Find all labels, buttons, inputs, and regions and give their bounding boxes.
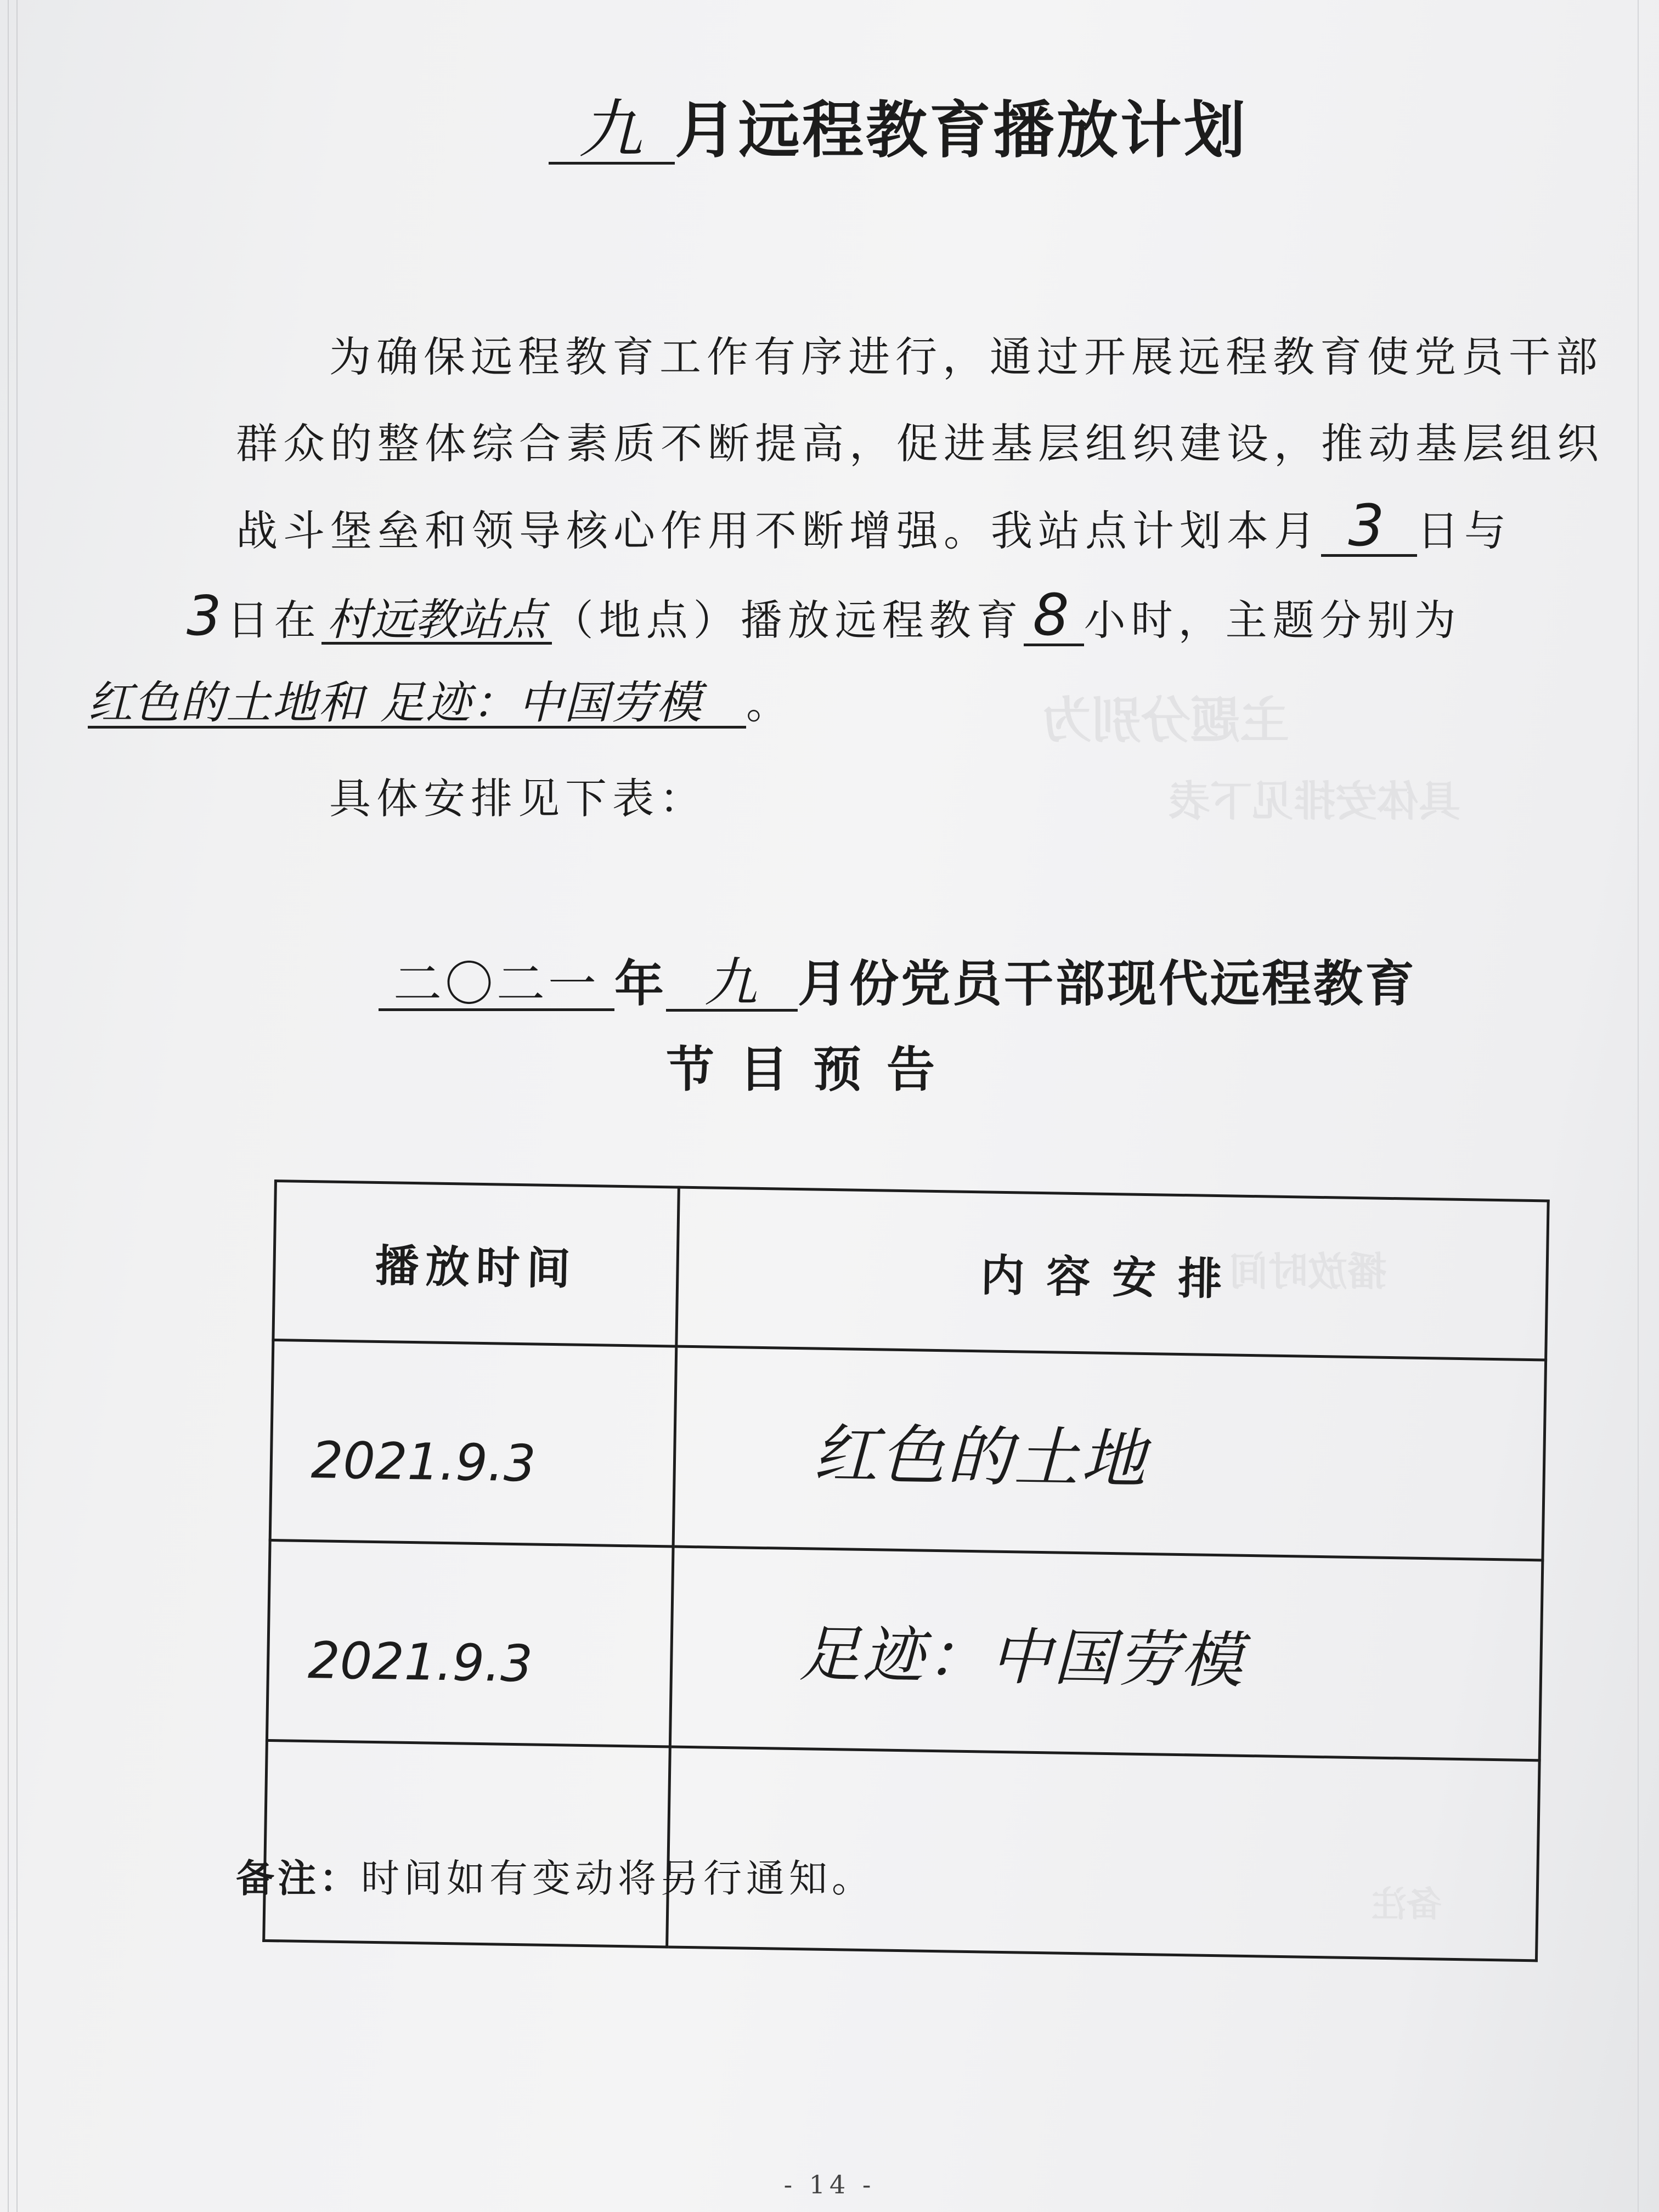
page-edge-left xyxy=(8,0,9,2212)
intro-line-1: 为确保远程教育工作有序进行，通过开展远程教育使党员干部 xyxy=(329,332,1603,381)
notice-month-fill: 九 xyxy=(666,956,798,1012)
hours-fill: 8 xyxy=(1024,586,1084,646)
intro-line-4: 3日在 村远教站点 （地点）播放远程教育 8 小时，主题分别为 xyxy=(187,582,1462,648)
footnote xyxy=(236,1848,874,1903)
row-3-time xyxy=(264,1740,670,1947)
intro-line-5: 红色的土地和 足迹：中国劳模 。 xyxy=(88,677,793,729)
note-label: 备注： xyxy=(236,1856,361,1901)
document-title xyxy=(549,81,1248,170)
page-number: - 14 - xyxy=(783,2170,876,2199)
day-fill: 3 xyxy=(1321,497,1417,557)
topics-fill: 红色的土地和 足迹：中国劳模 xyxy=(88,681,746,729)
page-edge-right xyxy=(1638,0,1639,2212)
row-1-content: 红色的土地 xyxy=(673,1346,1546,1560)
row-2-time: 2021.9.3 xyxy=(267,1540,673,1746)
note-text: 时间如有变动将另行通知。 xyxy=(361,1856,874,1901)
table-row xyxy=(267,1540,1542,1760)
location-fill: 村远教站点 xyxy=(321,598,552,645)
row-2-content: 足迹：中国劳模 xyxy=(670,1547,1543,1760)
schedule-intro: 具体安排见下表： xyxy=(329,774,707,823)
row-1-time: 2021.9.3 xyxy=(270,1340,676,1547)
schedule-table xyxy=(262,1180,1550,1962)
table-header-row xyxy=(273,1181,1548,1360)
program-notice-subtitle: 节目预告 xyxy=(665,1041,960,1098)
bleed-through-text: 备注 xyxy=(1372,1884,1442,1925)
intro-line-3: 战斗堡垒和领导核心作用不断增强。我站点计划本月 3 日与 xyxy=(236,492,1511,559)
bleed-through-text: 主题分别为 xyxy=(1042,692,1289,749)
bleed-through-text: 具体安排见下表 xyxy=(1169,777,1460,826)
header-content: 内容安排 xyxy=(676,1187,1548,1360)
day-handwritten: 3 xyxy=(187,584,227,648)
header-play-time: 播放时间 xyxy=(273,1181,679,1347)
table-row xyxy=(270,1340,1545,1560)
bleed-through-text: 播放时间 xyxy=(1229,1249,1387,1295)
page-edge-left-2 xyxy=(16,0,18,2212)
program-notice-title: 二〇二一 年 九 月份党员干部现代远程教育 xyxy=(379,944,1417,1015)
title-text: 月远程教育播放计划 xyxy=(675,95,1248,166)
year-fill: 二〇二一 xyxy=(379,960,614,1011)
title-month-fill: 九 xyxy=(549,98,675,165)
intro-line-2: 群众的整体综合素质不断提高，促进基层组织建设，推动基层组织 xyxy=(236,419,1604,468)
